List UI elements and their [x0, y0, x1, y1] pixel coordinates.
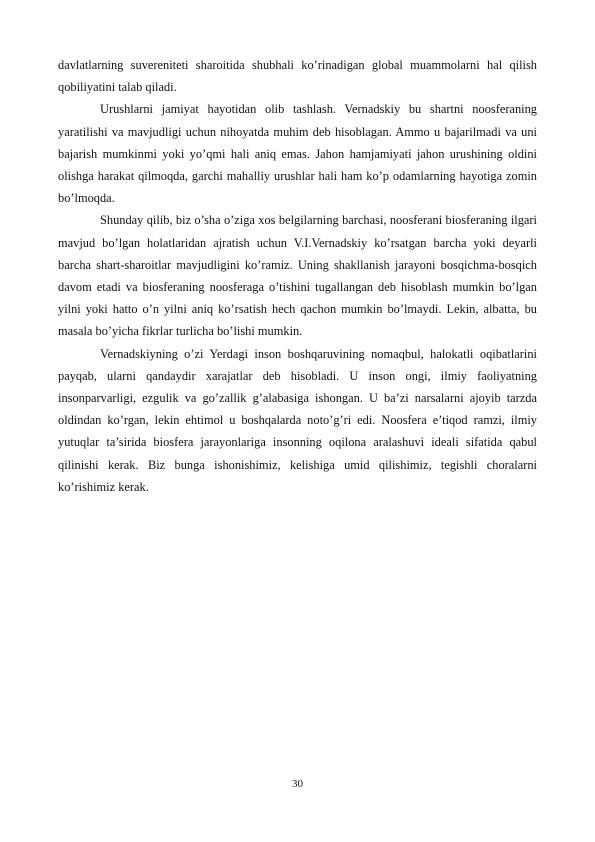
- paragraph-vernadsky-view: Vernadskiyning o’zi Yerdagi inson boshqaruvining nomaqbul, halokatli oqibatlarini payqab, ularni qandaydir xarajatlar deb hisobladi. U inson ongi, ilmiy faoliyatning insonparvarligi, ezgulik va go’zallik g’alabasiga ishongan. U ba’zi narsalarni ajoyib tarzda oldindan ko’rgan, lekin ehtimol u boshqalarda noto’g’ri edi. Noosfera e’tiqod ramzi, ilmiy yutuqlar ta’sirida biosfera jarayonlariga insonning oqilona aralashuvi ideali sifatida qabul qilinishi kerak. Biz bunga ishonishimiz, kelishiga umid qilishimiz, tegishli choralarni ko’rishimiz kerak.: [58, 346, 537, 494]
- paragraph-wars: Urushlarni jamiyat hayotidan olib tashlash. Vernadskiy bu shartni noosferaning yaratilishi va mavjudligi uchun nihoyatda muhim deb hisoblagan. Ammo u bajarilmadi va uni bajarish mumkinmi yoki yo’qmi hali aniq emas. Jahon hamjamiyati jahon urushining oldini olishga harakat qilmoqda, garchi mahalliy urushlar hali ham ko’p odamlarning hayotiga zomin bo’lmoqda.: [58, 102, 537, 206]
- paragraph-continuation: davlatlarning suvereniteti sharoitida shubhali ko’rinadigan global muammolarni hal qilish qobiliyatini talab qiladi.: [58, 58, 537, 95]
- body-text: [58, 54, 537, 498]
- paragraph-conclusion: Shunday qilib, biz o’sha o’ziga xos belgilarning barchasi, noosferani biosferaning ilgari mavjud bo’lgan holatlaridan ajratish uchun V.I.Vernadskiy ko’rsatgan barcha yoki deyarli barcha shart-sharoitlar mavjudligini ko’ramiz. Uning shakllanish jarayoni bosqichma-bosqich davom etadi va biosferaning noosferaga o’tishini tugallangan deb hisoblash mumkin bo’lgan yilni yoki hatto o’n yilni aniq ko’rsatish hech qachon mumkin bo’lmaydi. Lekin, albatta, bu masala bo’yicha fikrlar turlicha bo’lishi mumkin.: [58, 213, 537, 339]
- page-number: 30: [292, 778, 303, 790]
